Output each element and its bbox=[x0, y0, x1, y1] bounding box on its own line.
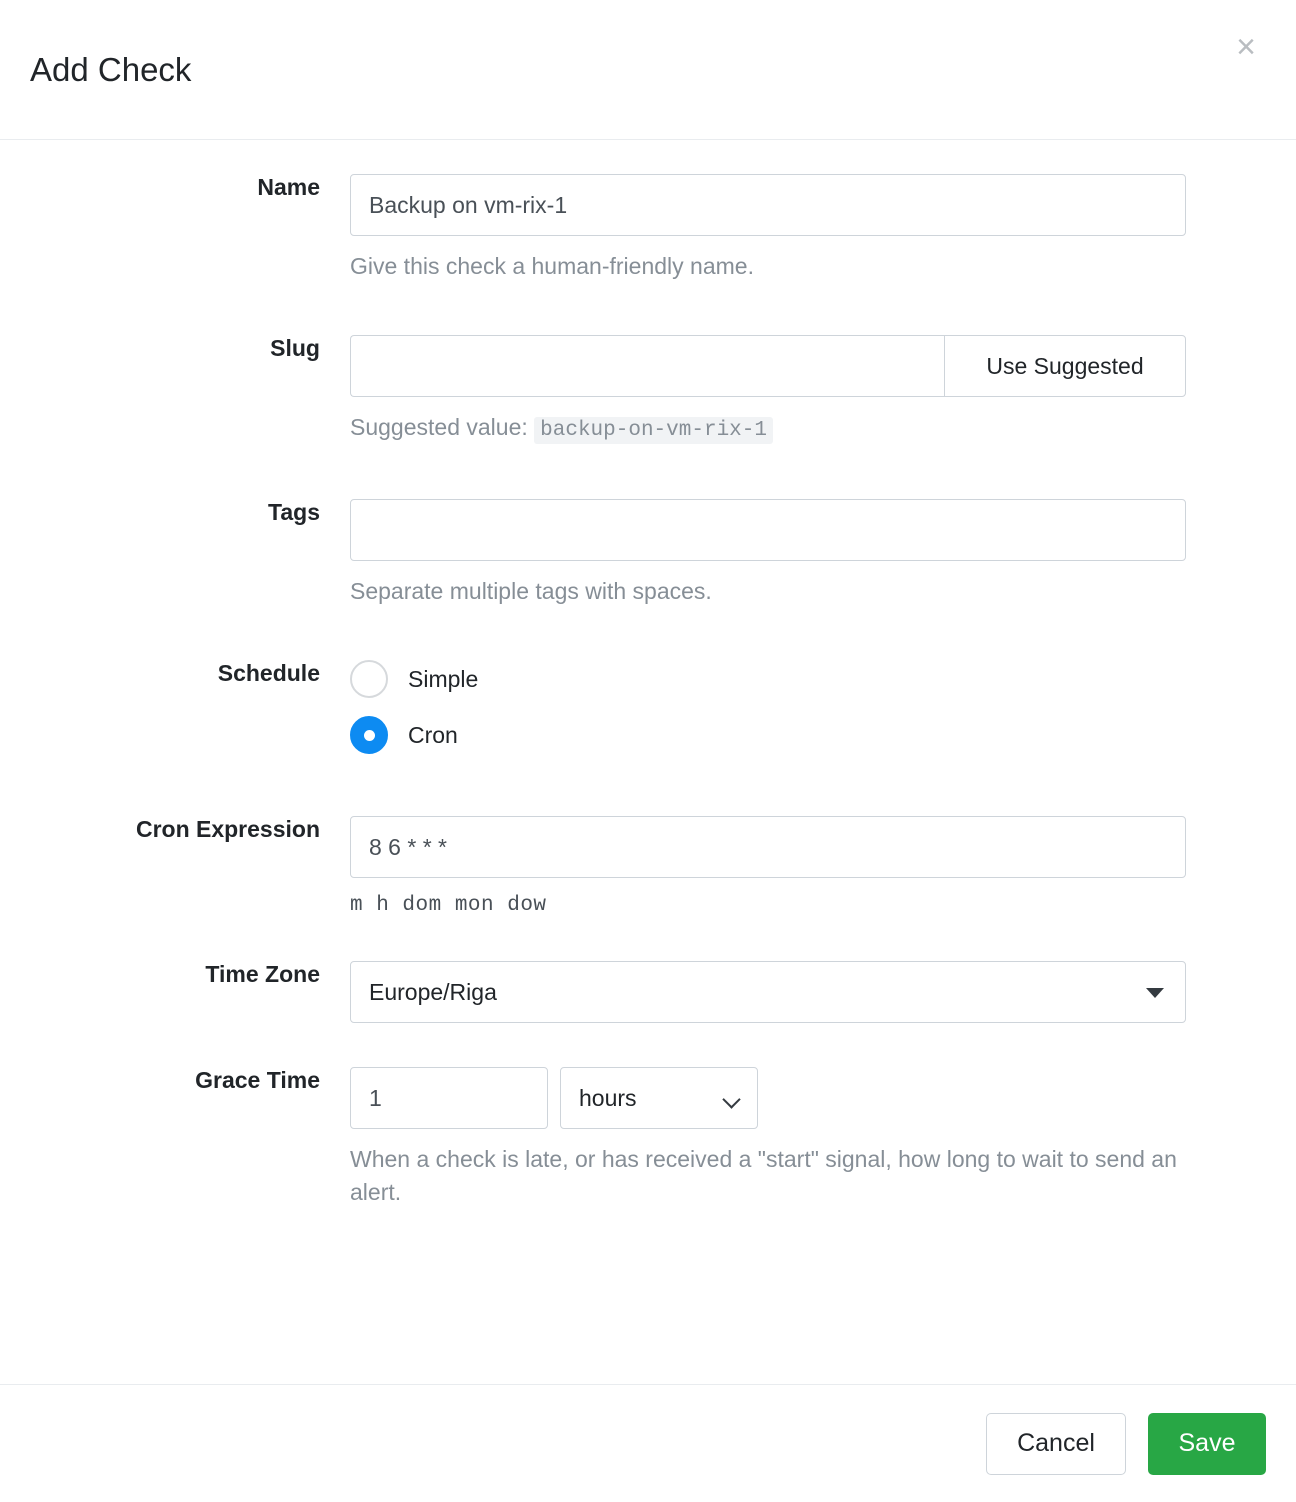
tags-row bbox=[30, 499, 1266, 608]
grace-time-row bbox=[30, 1067, 1266, 1210]
radio-simple-icon[interactable] bbox=[350, 660, 388, 698]
slug-field-wrap bbox=[350, 335, 1186, 446]
slug-input-group bbox=[350, 335, 1186, 397]
schedule-option-simple[interactable] bbox=[350, 660, 1186, 698]
timezone-select[interactable] bbox=[350, 961, 1186, 1023]
dialog-header bbox=[0, 0, 1296, 140]
schedule-label: Schedule bbox=[217, 660, 320, 687]
cron-label: Cron Expression bbox=[135, 816, 320, 843]
name-help: Give this check a human-friendly name. bbox=[350, 253, 754, 279]
cron-hint: m h dom mon dow bbox=[350, 894, 547, 918]
slug-suggested-value: backup-on-vm-rix-1 bbox=[534, 417, 773, 444]
slug-input[interactable] bbox=[350, 335, 944, 397]
schedule-option-simple-label: Simple bbox=[408, 665, 479, 692]
schedule-field-wrap bbox=[350, 660, 1186, 772]
slug-row bbox=[30, 335, 1266, 446]
grace-time-label: Grace Time bbox=[195, 1067, 320, 1094]
use-suggested-button[interactable]: Use Suggested bbox=[944, 335, 1186, 397]
grace-time-unit-select[interactable] bbox=[560, 1067, 758, 1129]
cron-row bbox=[30, 816, 1266, 917]
cron-field-wrap bbox=[350, 816, 1186, 917]
cancel-button[interactable]: Cancel bbox=[986, 1413, 1126, 1475]
dialog-body bbox=[0, 140, 1296, 1384]
dialog-footer bbox=[0, 1384, 1296, 1502]
slug-help bbox=[350, 411, 1180, 446]
grace-time-help: When a check is late, or has received a "start" signal, how long to wait to send an alert. bbox=[350, 1146, 1177, 1206]
grace-time-field-wrap bbox=[350, 1067, 1186, 1210]
timezone-field-wrap bbox=[350, 961, 1186, 1023]
tags-input[interactable] bbox=[350, 499, 1186, 561]
name-field-wrap bbox=[350, 174, 1186, 283]
tags-field-wrap bbox=[350, 499, 1186, 608]
name-input[interactable] bbox=[350, 174, 1186, 236]
grace-time-unit-wrap bbox=[560, 1067, 758, 1129]
tags-label: Tags bbox=[268, 498, 320, 525]
page-title: Add Check bbox=[30, 50, 192, 88]
cron-expression-input[interactable] bbox=[350, 816, 1186, 878]
schedule-option-cron[interactable] bbox=[350, 716, 1186, 754]
slug-help-prefix: Suggested value: bbox=[350, 414, 528, 441]
grace-time-controls bbox=[350, 1067, 1186, 1129]
radio-cron-icon[interactable] bbox=[350, 716, 388, 754]
name-label: Name bbox=[257, 174, 320, 200]
timezone-label: Time Zone bbox=[205, 961, 320, 988]
timezone-row bbox=[30, 961, 1266, 1023]
tags-help: Separate multiple tags with spaces. bbox=[350, 577, 712, 604]
save-button[interactable]: Save bbox=[1148, 1413, 1266, 1475]
schedule-row bbox=[30, 660, 1266, 772]
slug-label: Slug bbox=[270, 335, 320, 362]
name-row bbox=[30, 174, 1266, 283]
grace-time-amount-input[interactable] bbox=[350, 1067, 548, 1129]
schedule-option-cron-label: Cron bbox=[408, 721, 458, 748]
timezone-select-wrap bbox=[350, 961, 1186, 1023]
close-icon[interactable]: × bbox=[1228, 26, 1264, 68]
